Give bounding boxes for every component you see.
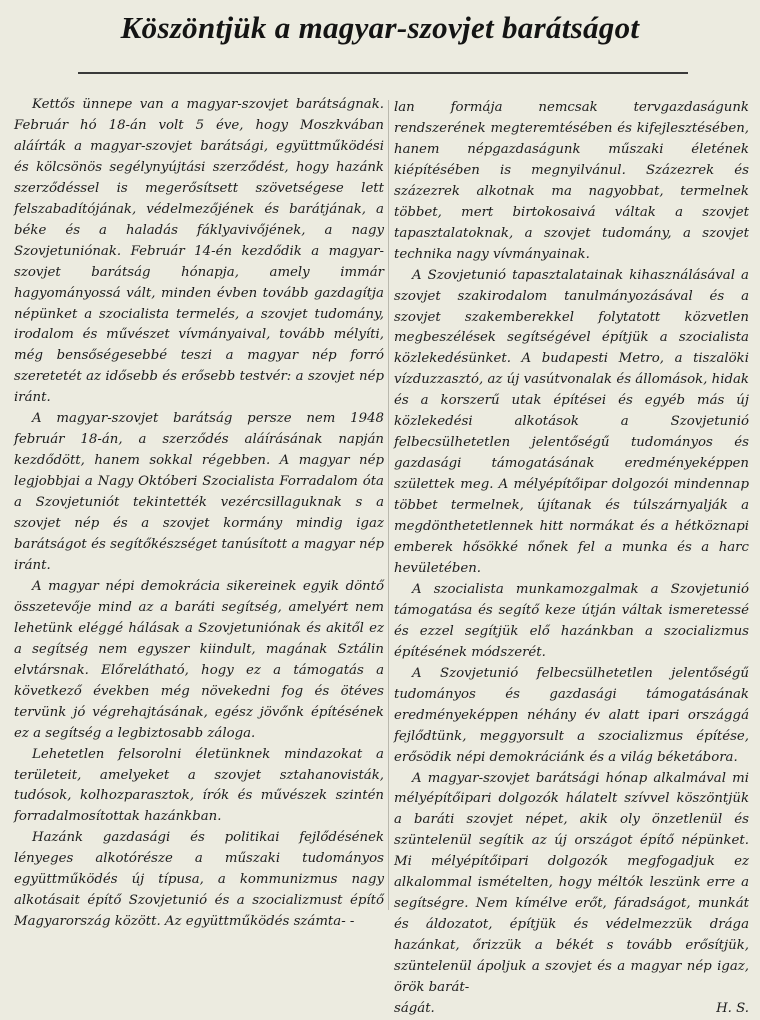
paragraph: A magyar-szovjet barátság persze nem 1948 február 18-án, a szerződés aláírásának napján kezdődött, hanem sokkal régebben. A magyar nép legjobbjai a Nagy Októberi Szocialista Forradalom óta a Szovjetuniót tekintették vezércsillaguknak s a szovjet nép és a szovjet kormány mindig igaz barátságot és segítőkészséget tanúsított a magyar nép iránt. bbox=[14, 411, 384, 573]
paragraph: A Szovjetunió felbecsülhetetlen jelentőségű tudományos és gazdasági támogatásának eredményeképpen néhány év alatt ipari országgá fejlődtünk, meggyorsult a szocializmus építése, erősödik népi demokráciánk és a világ béketábora. bbox=[394, 665, 749, 765]
article-headline: Köszöntjük a magyar-szovjet barátságot bbox=[120, 10, 640, 45]
article-column-right bbox=[394, 98, 749, 1020]
headline-rule bbox=[78, 72, 688, 74]
paragraph: Kettős ünnepe van a magyar-szovjet barátságnak. Február hó 18-án volt 5 éve, hogy Moszkvában aláírták a magyar-szovjet barátsági, együttműködési és kölcsönös segélynyújtási szerződést, hogy hazánk szerződéssel is megerősítsett szövetségese lett felszabadítójának, védelmezőjének és barátjának, a béke és a haladás fáklyavivőjének, a nagy Szovjetuniónak. Február 14-én kezdődik a magyar-szovjet barátság hónapja, amely immár hagyományossá vált, minden évben tovább gazdagítja népünket a szocialista termelés, a szovjet tudomány, irodalom és művészet vívmányaival, tovább mélyíti, még bensőségesebbé teszi a magyar nép forró szeretetét az idősebb és erősebb testvér: a szovjet nép iránt. bbox=[14, 97, 384, 406]
paragraph: Lehetetlen felsorolni életünknek mindazokat a területeit, amelyeket a szovjet sztahanovisták, tudósok, kolhozparasztok, írók és művészek szintén forradalmosítottak hazánkban. bbox=[14, 746, 384, 825]
paragraph: A magyar-szovjet barátsági hónap alkalmával mi mélyépítőipari dolgozók hálatelt szívvel köszöntjük a baráti szovjet népet, akik oly önzetlenül és szüntelenül segítik az új országot építő népünket. Mi mélyépítőipari dolgozók megfogadjuk ez alkalommal ismételten, hogy méltók leszünk erre a segítségre. Nem kímélve erőt, fáradságot, munkát és áldozatot, építjük és védelmezzük drága hazánkat, őrizzük a békét s tovább erősítjük, szüntelenül ápoljuk a szovjet és a magyar nép igaz, örök barát- bbox=[394, 770, 749, 996]
paragraph: A szocialista munkamozgalmak a Szovjetunió támogatása és segítő keze útján váltak ismeretessé és ezzel segítjük elő hazánkban a szocializmus építésének módszerét. bbox=[394, 581, 749, 660]
closing-word: ságát. bbox=[394, 1000, 435, 1016]
paragraph: lan formája nemcsak tervgazdaságunk rendszerének megteremtésében és kifejlesztésében, hanem népgazdaságunk műszaki életének kiépítésében is megnyilvánul. Százezrek és százezrek alkotnak ma nagyobbat, termelnek többet, mert birtokosaivá váltak a szovjet tapasztalatoknak, a szovjet tudomány, a szovjet technika nagy vívmányainak. bbox=[394, 100, 749, 262]
column-divider bbox=[388, 100, 389, 910]
author-signature: H. S. bbox=[716, 1000, 749, 1016]
paragraph: A Szovjetunió tapasztalatainak kihasználásával a szovjet szakirodalom tanulmányozásával és a szovjet szakemberekkel folytatott közvetlen megbeszélések segítségével építjük a szocialista közlekedésünket. A budapesti Metro, a tiszalöki vízduzzasztó, az új vasútvonalak és állomások, hidak és a korszerű utak építései és egyéb más új közlekedési alkotások a Szovjetunió felbecsülhetetlen jelentőségű tudományos és gazdasági támogatásának eredményeképpen születtek meg. A mélyépítőipar dolgozói mindennap többet termelnek, újítanak és túlszárnyalják a megdönthetetlennek hitt normákat és a hétköznapi emberek hősökké nőnek fel a munka és a harc hevületében. bbox=[394, 267, 749, 576]
paragraph: A magyar népi demokrácia sikereinek egyik döntő összetevője mind az a baráti segítség, amelyért nem lehetünk eléggé hálásak a Szovjetuniónak és akitől ez a segítség nem egyszer kiindult, magának Sztálin elvtársnak. Előrelátható, hogy ez a támogatás a következő években még növekedni fog és ötéves tervünk jó végrehajtásának, egész jövőnk építésének ez a segítség a legbiztosabb záloga. bbox=[14, 578, 384, 741]
signoff-line bbox=[394, 999, 749, 1020]
article-column-left bbox=[14, 95, 384, 933]
paragraph: Hazánk gazdasági és politikai fejlődésének lényeges alkotórésze a műszaki tudományos együttműködés új típusa, a kommunizmus nagy alkotásait építő Szovjetunió és a szocializmust építő Magyarország között. Az együttműködés számta- - bbox=[14, 830, 384, 930]
